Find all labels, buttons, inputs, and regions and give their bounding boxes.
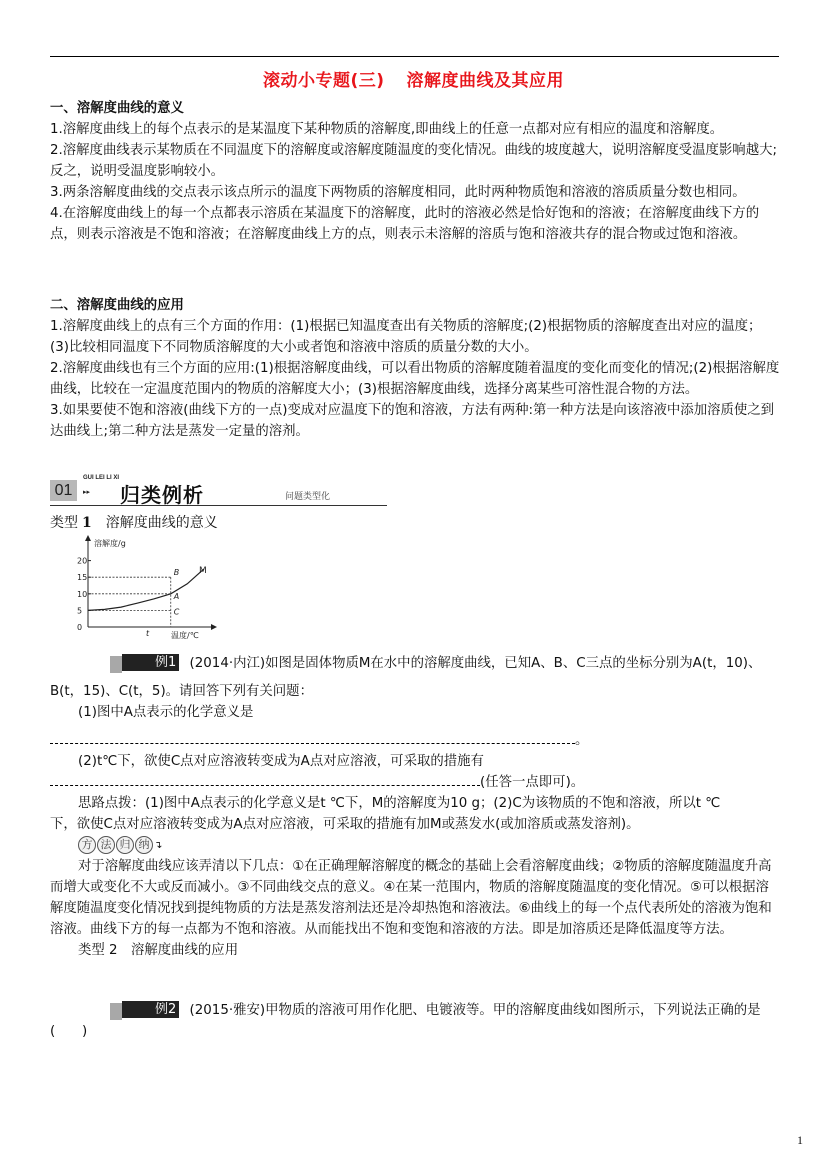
badge-char: 纳 [135, 836, 153, 854]
hint-text: 思路点拨：(1)图中A点表示的化学意义是t ℃下，M的溶解度为10 g；(2)C为该物质的不饱和溶液，所以t ℃ [78, 796, 721, 811]
meaning-item: 3.两条溶解度曲线的交点表示该点所示的温度下两物质的溶解度相同，此时两种物质饱和溶液的溶质质量分数也相同。 [50, 185, 746, 200]
type-prefix: 类型 [50, 515, 78, 531]
banner-subtitle: 问题类型化 [285, 492, 331, 502]
banner-pinyin: GUI LEI LI XI [83, 475, 120, 481]
answer-blank-1[interactable] [50, 731, 575, 744]
application-item: 3.如果要使不饱和溶液(曲线下方的一点)变成对应温度下的饱和溶液，方法有两种:第一种方法是向该溶液中添加溶质使之到达曲线上;第二种方法是蒸发一定量的溶剂。 [50, 403, 775, 439]
badge-char: 方 [78, 836, 96, 854]
type-title: 溶解度曲线的意义 [105, 515, 218, 531]
y-tick-label: 10 [77, 589, 88, 599]
category-banner [50, 477, 387, 507]
example-1-intro-cont: B(t，15)、C(t，5)。请回答下列有关问题： [50, 684, 313, 699]
banner-title: 归类例析 [120, 483, 204, 507]
page-number: 1 [797, 1133, 803, 1147]
solubility-chart [76, 530, 221, 642]
banner-rule [50, 505, 387, 506]
y-tick-label: 0 [77, 623, 83, 632]
question-2: (2)t℃下，欲使C点对应溶液转变成为A点对应溶液，可采取的措施有 [78, 754, 484, 769]
y-tick-label: 20 [77, 556, 88, 566]
y-tick-label: 5 [77, 606, 83, 616]
double-arrow-icon: ▸▸ [83, 488, 91, 496]
type-1-label [50, 512, 218, 532]
example-tag-label: 例2 [122, 1001, 179, 1018]
example-1 [50, 653, 780, 835]
section-heading: 一、溶解度曲线的意义 [50, 101, 184, 116]
hint-text-cont: 下，欲使C点对应溶液转变成为A点对应溶液，可采取的措施有加M或蒸发水(或加溶质或蒸发溶剂)。 [50, 817, 640, 832]
x-tick-t: t [146, 629, 150, 638]
example-2 [50, 1000, 780, 1042]
answer-blank-2[interactable] [50, 773, 480, 786]
section-meaning [50, 98, 780, 245]
method-badges [78, 834, 154, 855]
corner-arrow-icon: ↴ [154, 840, 163, 851]
q1-end: 。 [575, 733, 589, 748]
point-label-b: B [173, 568, 180, 578]
point-label-c: C [173, 607, 180, 617]
curve-label: M [199, 566, 207, 576]
meaning-item: 4.在溶解度曲线上的每一个点都表示溶质在某温度下的溶解度，此时的溶液必然是恰好饱和的溶液；在溶解度曲线下方的点，则表示溶液是不饱和溶液；在溶解度曲线上方的点，则表示未溶解的溶质与饱和溶液共存的混合物或过饱和溶液。 [50, 206, 760, 242]
section-heading: 二、溶解度曲线的应用 [50, 298, 184, 313]
example-1-intro: (2014·内江)如图是固体物质M在水中的溶解度曲线，已知A、B、C三点的坐标分别为A(t，10)、 [189, 656, 762, 671]
point-label-a: A [173, 591, 180, 601]
example-1-tag [80, 654, 179, 671]
example-tag-label: 例1 [122, 654, 179, 671]
type-2-label [50, 940, 780, 961]
x-axis-label: 温度/℃ [171, 631, 199, 640]
type-number: 1 [82, 515, 92, 531]
application-item: 2.溶解度曲线也有三个方面的应用:(1)根据溶解度曲线，可以看出物质的溶解度随着温度的变化而变化的情况;(2)根据溶解度曲线，比较在一定温度范围内的物质的溶解度大小；(3)根据溶解度曲线，选择分离某些可溶性混合物的方法。 [50, 361, 780, 397]
badge-char: 归 [116, 836, 134, 854]
y-axis-label: 溶解度/g [94, 539, 126, 548]
badge-char: 法 [97, 836, 115, 854]
title-part1: 滚动小专题(三) [262, 71, 385, 91]
method-summary [50, 834, 780, 961]
page-title [0, 66, 827, 91]
method-text: 对于溶解度曲线应该弄清以下几点：①在正确理解溶解度的概念的基础上会看溶解度曲线；②物质的溶解度随温度升高而增大或变化不大或反而减小。③不同曲线交点的意义。④在某一范围内，物质的溶解度随温度的变化情况。⑤可以根据溶解度随温度变化情况找到提纯物质的方法是蒸发溶剂法还是冷却热饱和溶液法。⑥曲线上的每一个点代表所处的溶液为饱和溶液。曲线下方的每一点都为不饱和溶液。从而能找出不饱和变饱和溶液的方法。即是加溶质还是降低温度等方法。 [50, 859, 772, 937]
meaning-item: 2.溶解度曲线表示某物质在不同温度下的溶解度或溶解度随温度的变化情况。曲线的坡度越大，说明溶解度受温度影响越大;反之，说明受温度影响较小。 [50, 143, 777, 179]
application-item: 1.溶解度曲线上的点有三个方面的作用：(1)根据已知温度查出有关物质的溶解度;(2)根据物质的溶解度查出对应的温度；(3)比较相同温度下不同物质溶解度的大小或者饱和溶液中溶质的质量分数的大小。 [50, 319, 762, 355]
header-rule [50, 56, 779, 57]
question-1: (1)图中A点表示的化学意义是 [78, 705, 254, 720]
banner-number: 01 [50, 480, 77, 501]
q2-end: (任答一点即可)。 [480, 775, 585, 790]
example-2-text: (2015·雅安)甲物质的溶液可用作化肥、电镀液等。甲的溶解度曲线如图所示，下列说法正确的是( ) [50, 1003, 761, 1039]
title-part2: 溶解度曲线及其应用 [406, 71, 565, 91]
type-title: 溶解度曲线的应用 [130, 943, 239, 958]
type-number: 2 [109, 943, 118, 958]
play-triangle-icon [110, 1003, 122, 1020]
type-prefix: 类型 [78, 943, 105, 958]
series-line-m [88, 569, 204, 611]
section-application [50, 295, 780, 442]
play-triangle-icon [110, 656, 122, 673]
meaning-item: 1.溶解度曲线上的每个点表示的是某温度下某种物质的溶解度,即曲线上的任意一点都对应有相应的温度和溶解度。 [50, 122, 724, 137]
example-2-tag [80, 1001, 179, 1018]
y-tick-label: 15 [77, 573, 88, 583]
